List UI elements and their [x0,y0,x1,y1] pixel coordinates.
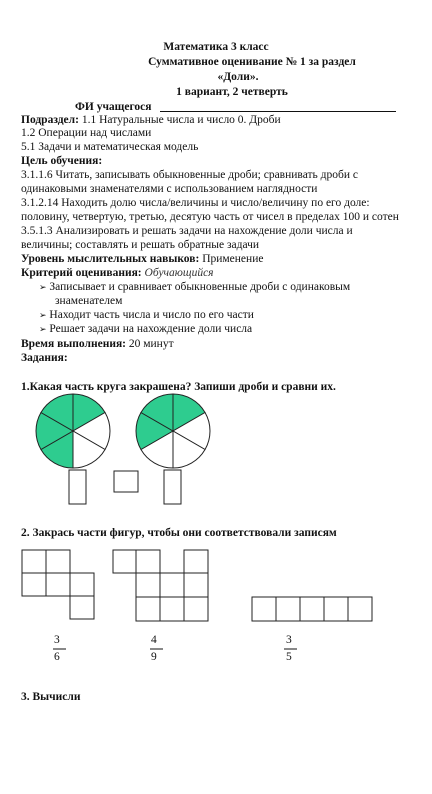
subsection-item: 1.2 Операции над числами [21,127,152,139]
compare-box [114,471,138,492]
thinking-level-value: Применение [202,253,264,265]
goal-line: одинаковыми знаменателями с использованием наглядности [21,183,318,195]
doc-title-section: «Доли». [217,71,259,83]
answer-box-2 [164,470,181,504]
time-label: Время выполнения: [21,338,126,350]
doc-title-subject: Математика 3 класс [163,41,269,53]
tasks-label: Задания: [21,352,68,364]
criteria-value: Обучающийся [144,267,214,279]
fraction-3-numerator: 3 [286,634,292,646]
time-value: 20 минут [128,338,174,350]
criteria-bullet-cont: знаменателем [55,295,123,307]
arrow-bullet-icon: ➢ [39,310,47,320]
circle-fraction-2 [136,394,210,468]
grid-figure-1 [22,550,94,619]
circle-fraction-1 [36,394,110,468]
arrow-bullet-icon: ➢ [39,324,47,334]
task2-text: 2. Закрась части фигур, чтобы они соответствовали записям [21,527,337,539]
criteria-bullet: ➢ Записывает и сравнивает обыкновенные дроби с одинаковым [39,281,351,293]
task1-text: 1.Какая часть круга закрашена? Запиши дроби и сравни их. [21,381,336,393]
goal-line: 3.1.2.14 Находить долю числа/величины и число/величину по его доле: [21,197,370,209]
grid-figure-2 [113,550,208,621]
goal-line: величины; составлять и решать обратные задачи [21,239,260,251]
goal-line: 3.1.1.6 Читать, записывать обыкновенные дроби; сравнивать дроби с [21,169,358,181]
student-name-label: ФИ учащегося [75,101,152,113]
criteria-bullet: ➢ Решает задачи на нахождение доли числа [39,323,253,335]
criteria-bullet: ➢ Находит часть числа и число по его части [39,309,254,321]
goal-line: половину, четвертую, третью, десятую часть от чисел в пределах 100 и сотен [21,211,399,223]
fraction-3-denominator: 5 [286,651,292,663]
fraction-2-numerator: 4 [151,634,157,646]
subsection-item: 1.1 Натуральные числа и число 0. Дроби [81,114,281,126]
subsection-item: 5.1 Задачи и математическая модель [21,141,199,153]
criteria-label: Критерий оценивания: [21,267,142,279]
task3-text: 3. Вычисли [21,691,81,703]
fraction-1-numerator: 3 [54,634,60,646]
fraction-1-denominator: 6 [54,651,60,663]
doc-title-assessment: Суммативное оценивание № 1 за раздел [148,56,356,68]
goals-label: Цель обучения: [21,155,103,167]
goal-line: 3.5.1.3 Анализировать и решать задачи на нахождение доли числа и [21,225,353,237]
fraction-2-denominator: 9 [151,651,157,663]
answer-box-1 [69,470,86,504]
arrow-bullet-icon: ➢ [39,282,47,292]
subsection-label: Подраздел: [21,114,79,126]
grid-figure-3 [252,597,372,621]
thinking-level-label: Уровень мыслительных навыков: [21,253,200,265]
doc-title-variant: 1 вариант, 2 четверть [176,86,288,98]
